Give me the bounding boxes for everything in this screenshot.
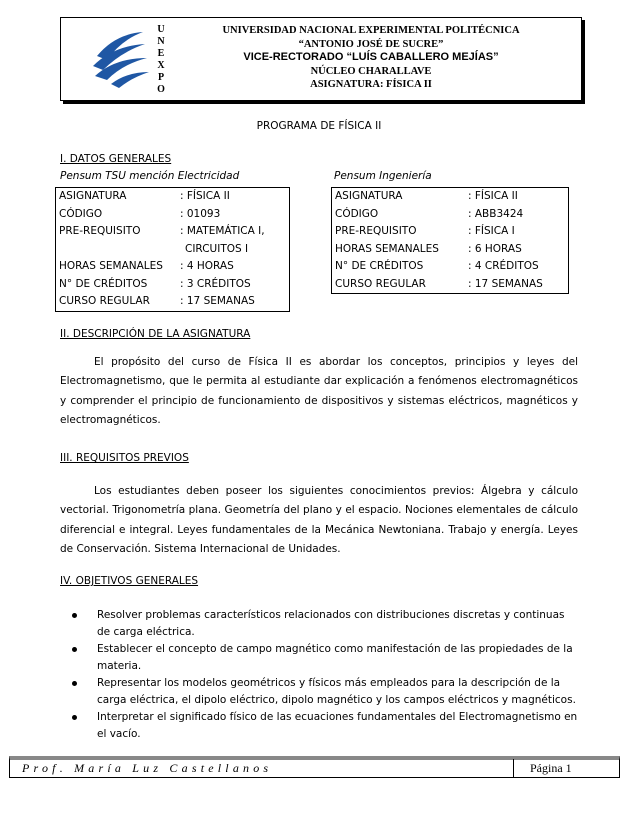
university-logo — [85, 26, 155, 90]
field-label: PRE-REQUISITO — [335, 225, 417, 237]
field-value: : 4 CRÉDITOS — [468, 260, 539, 272]
field-label — [56, 241, 180, 259]
field-label: ASIGNATURA — [335, 190, 403, 202]
descripcion-text: El propósito del curso de Física II es abordar los conceptos, principios y leyes del Electromagnetismo, que le permita al estudiante dar explicación a fenómenos electromagnéticos y comprender el principio de funcionamiento de dispositivos y sistemas eléctricos, magnéticos y electromagnéticos. — [60, 356, 578, 427]
university-name: UNIVERSIDAD NACIONAL EXPERIMENTAL POLITÉCNICA — [222, 25, 520, 36]
logo-letter: N — [157, 36, 165, 47]
table-row — [332, 223, 568, 241]
descripcion-paragraph — [60, 353, 578, 431]
logo-letter: P — [157, 72, 165, 83]
field-label: PRE-REQUISITO — [59, 225, 141, 237]
list-item: Establecer el concepto de campo magnético como manifestación de las propiedades de la materia. — [60, 641, 578, 675]
field-value: : FÍSICA II — [468, 190, 518, 202]
bullet-icon — [72, 681, 77, 686]
field-value: : 17 SEMANAS — [468, 277, 543, 290]
pensum-tsu-table — [55, 187, 290, 312]
field-label: N° DE CRÉDITOS — [335, 260, 424, 272]
section-heading-requisitos: III. REQUISITOS PREVIOS — [60, 452, 189, 464]
requisitos-paragraph — [60, 482, 578, 560]
list-item: Resolver problemas característicos relacionados con distribuciones discretas y continuas de carga eléctrica. — [60, 607, 578, 641]
field-value: : MATEMÁTICA I, — [180, 225, 265, 237]
field-label: CÓDIGO — [59, 207, 103, 220]
table-row — [56, 188, 289, 206]
objetivos-list — [60, 607, 578, 743]
logo-letter: O — [157, 84, 165, 95]
university-name-2: “ANTONIO JOSÉ DE SUCRE” — [298, 38, 444, 50]
field-label: HORAS SEMANALES — [59, 260, 163, 272]
list-item: Interpretar el significado físico de las ecuaciones fundamentales del Electromagnetismo en el vacío. — [60, 709, 578, 743]
document-header — [60, 17, 582, 101]
bullet-icon — [72, 715, 77, 720]
logo-letter: U — [157, 24, 165, 35]
field-label: ASIGNATURA — [59, 190, 127, 202]
list-item: Representar los modelos geométricos y físicos más empleados para la descripción de la carga eléctrica, el dipolo eléctrico, dipolo magnético y los campos eléctricos y magnéticos. — [60, 675, 578, 709]
table-row — [332, 188, 568, 206]
table-row — [332, 258, 568, 276]
section-heading-datos-generales: I. DATOS GENERALES — [60, 153, 172, 165]
field-label: N° DE CRÉDITOS — [59, 277, 148, 290]
table-row — [56, 206, 289, 224]
logo-letter: X — [157, 60, 165, 71]
vice-rectorado: VICE-RECTORADO “LUÍS CABALLERO MEJÍAS” — [243, 51, 499, 63]
table-row — [332, 241, 568, 259]
pensum-ingenieria-label: Pensum Ingeniería — [334, 170, 432, 182]
field-value: : 6 HORAS — [468, 242, 522, 255]
field-label: HORAS SEMANALES — [335, 242, 439, 255]
page-number: Página 1 — [530, 761, 572, 775]
field-label: CÓDIGO — [335, 207, 379, 220]
field-value: : FÍSICA II — [180, 190, 230, 202]
field-value: CIRCUITOS I — [185, 242, 249, 255]
page-footer — [9, 756, 620, 778]
field-label: CURSO REGULAR — [59, 295, 150, 307]
table-row — [56, 258, 289, 276]
table-row — [56, 241, 289, 259]
field-value: : 01093 — [180, 207, 221, 220]
table-row — [332, 206, 568, 224]
section-heading-descripcion: II. DESCRIPCIÓN DE LA ASIGNATURA — [60, 328, 251, 340]
field-value: : FÍSICA I — [468, 225, 515, 237]
table-row — [56, 223, 289, 241]
bullet-icon — [72, 613, 77, 618]
pensum-tsu-label: Pensum TSU mención Electricidad — [60, 170, 240, 182]
footer-author: Prof. María Luz Castellanos — [22, 761, 273, 775]
footer-divider — [513, 759, 514, 777]
table-row — [56, 276, 289, 294]
field-value: : 4 HORAS — [180, 260, 234, 272]
bullet-icon — [72, 647, 77, 652]
logo-letter: E — [157, 48, 165, 59]
field-value: : 17 SEMANAS — [180, 295, 255, 307]
header-text — [161, 24, 581, 92]
asignatura-header: ASIGNATURA: FÍSICA II — [310, 79, 432, 90]
field-label: CURSO REGULAR — [335, 277, 426, 290]
table-row — [56, 293, 289, 311]
field-value: : ABB3424 — [468, 207, 524, 220]
requisitos-text: Los estudiantes deben poseer los siguientes conocimientos previos: Álgebra y cálculo vectorial. Trigonometría plana. Geometría del plano y el espacio. Nociones elementales de cálculo diferencial e integral. Leyes fundamentales de la Mecánica Newtoniana. Trabajo y energía. Leyes de Conservación. Sistema Internacional de Unidades. — [60, 485, 578, 556]
table-row — [332, 276, 568, 294]
pensum-ingenieria-table — [331, 187, 569, 294]
nucleo: NÚCLEO CHARALLAVE — [310, 65, 432, 77]
document-title: PROGRAMA DE FÍSICA II — [256, 120, 382, 132]
field-value: : 3 CRÉDITOS — [180, 277, 251, 290]
section-heading-objetivos: IV. OBJETIVOS GENERALES — [60, 575, 199, 587]
